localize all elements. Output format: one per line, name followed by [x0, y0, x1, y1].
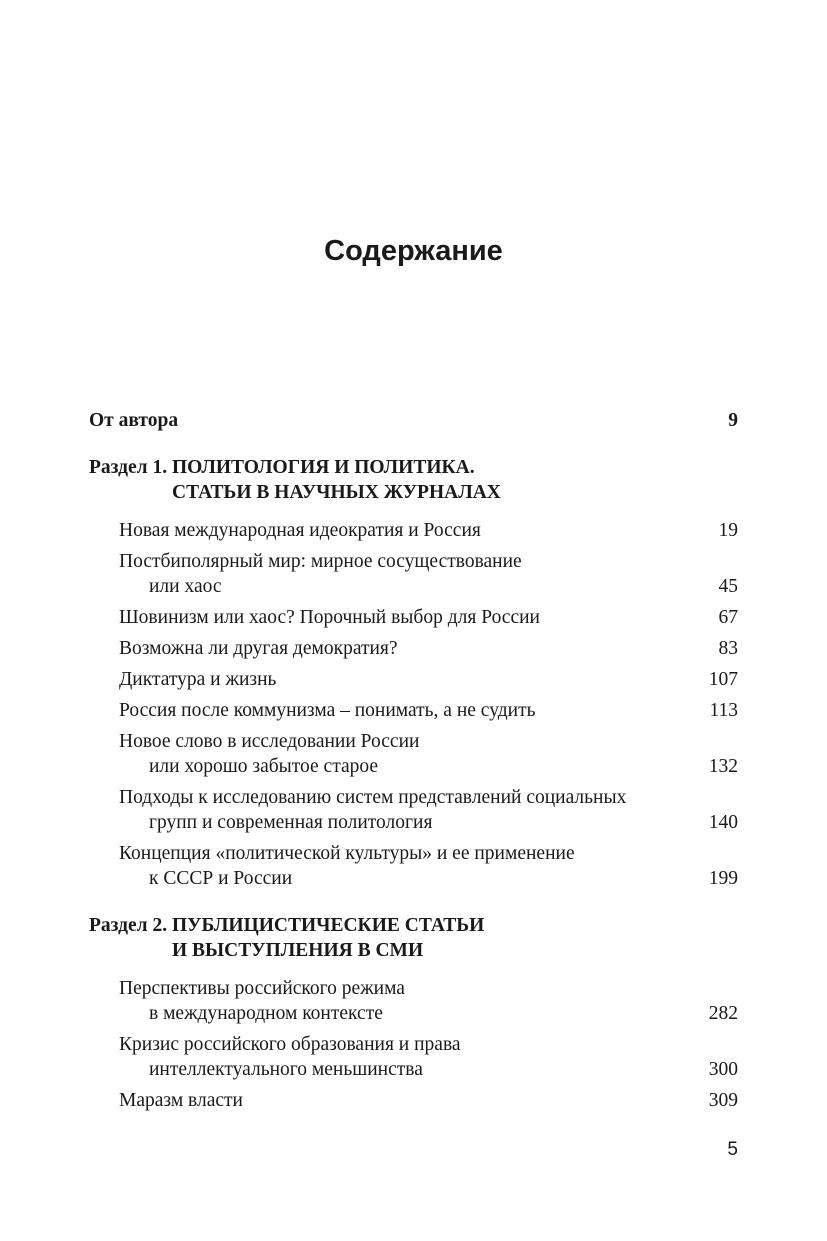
toc-page-number: 67 — [718, 607, 738, 628]
toc-entry-title: Перспективы российского режима — [119, 978, 405, 999]
section-label: Раздел 1. — [89, 457, 168, 478]
toc-entry — [89, 667, 738, 692]
toc-entry-title: Подходы к исследованию систем представлений социальных — [119, 787, 627, 808]
toc-entry — [89, 785, 738, 835]
toc-page-number: 300 — [708, 1059, 738, 1080]
section-title-line: ПОЛИТОЛОГИЯ И ПОЛИТИКА. — [171, 457, 475, 478]
toc-entry — [89, 605, 738, 630]
toc-entry — [89, 1088, 738, 1113]
toc-entry-title: Возможна ли другая демократия? — [119, 638, 398, 659]
toc-entry-title: Диктатура и жизнь — [119, 669, 277, 690]
toc-entry — [89, 518, 738, 543]
toc-entry-title-continued: групп и современная политология — [149, 812, 433, 833]
toc-page-number: 140 — [708, 812, 738, 833]
toc-page-number: 83 — [718, 638, 738, 659]
toc-entry-title-continued: в международном контексте — [149, 1003, 383, 1024]
section-title-line: СТАТЬИ В НАУЧНЫХ ЖУРНАЛАХ — [171, 482, 501, 503]
toc-entry — [89, 1032, 738, 1082]
toc-entry-title: Маразм власти — [119, 1090, 243, 1111]
section-title-line: И ВЫСТУПЛЕНИЯ В СМИ — [171, 940, 424, 961]
toc-entry-title-continued: или хорошо забытое старое — [149, 756, 379, 777]
toc-page-number: 9 — [728, 410, 738, 431]
toc-entry-title: Постбиполярный мир: мирное сосуществование — [119, 551, 522, 572]
toc-entry-title-continued: к СССР и России — [149, 868, 293, 889]
toc-entry-title: Россия после коммунизма – понимать, а не судить — [119, 700, 536, 721]
toc-entry-label: От автора — [89, 410, 179, 431]
section-title-line: ПУБЛИЦИСТИЧЕСКИЕ СТАТЬИ — [171, 915, 485, 936]
toc-page-number: 107 — [708, 669, 738, 690]
page-number: 5 — [727, 1139, 738, 1160]
toc-page-number: 309 — [708, 1090, 738, 1111]
toc-page-number: 132 — [708, 756, 738, 777]
toc-entry-title: Шовинизм или хаос? Порочный выбор для России — [119, 607, 540, 628]
toc-entry-title-continued: интеллектуального меньшинства — [149, 1059, 423, 1080]
page-title: Содержание — [324, 235, 503, 267]
toc-page-number: 282 — [708, 1003, 738, 1024]
section-label: Раздел 2. — [89, 915, 168, 936]
toc-page-number: 113 — [709, 700, 738, 721]
table-of-contents — [89, 408, 738, 1119]
section-heading-2 — [89, 913, 738, 963]
toc-entry-title: Кризис российского образования и права — [119, 1034, 461, 1055]
toc-entry — [89, 976, 738, 1026]
toc-entry-title: Новое слово в исследовании России — [119, 731, 420, 752]
toc-entry-title: Новая международная идеократия и Россия — [119, 520, 481, 541]
toc-entry — [89, 841, 738, 891]
toc-entry — [89, 698, 738, 723]
toc-entry-title-continued: или хаос — [149, 576, 222, 597]
toc-entry — [89, 729, 738, 779]
toc-page-number: 19 — [718, 520, 738, 541]
toc-entry — [89, 636, 738, 661]
toc-page-number: 199 — [708, 868, 738, 889]
toc-entry-title: Концепция «политической культуры» и ее применение — [119, 843, 575, 864]
toc-entry-author — [89, 408, 738, 433]
toc-entry — [89, 549, 738, 599]
section-heading-1 — [89, 455, 738, 505]
toc-page-number: 45 — [718, 576, 738, 597]
